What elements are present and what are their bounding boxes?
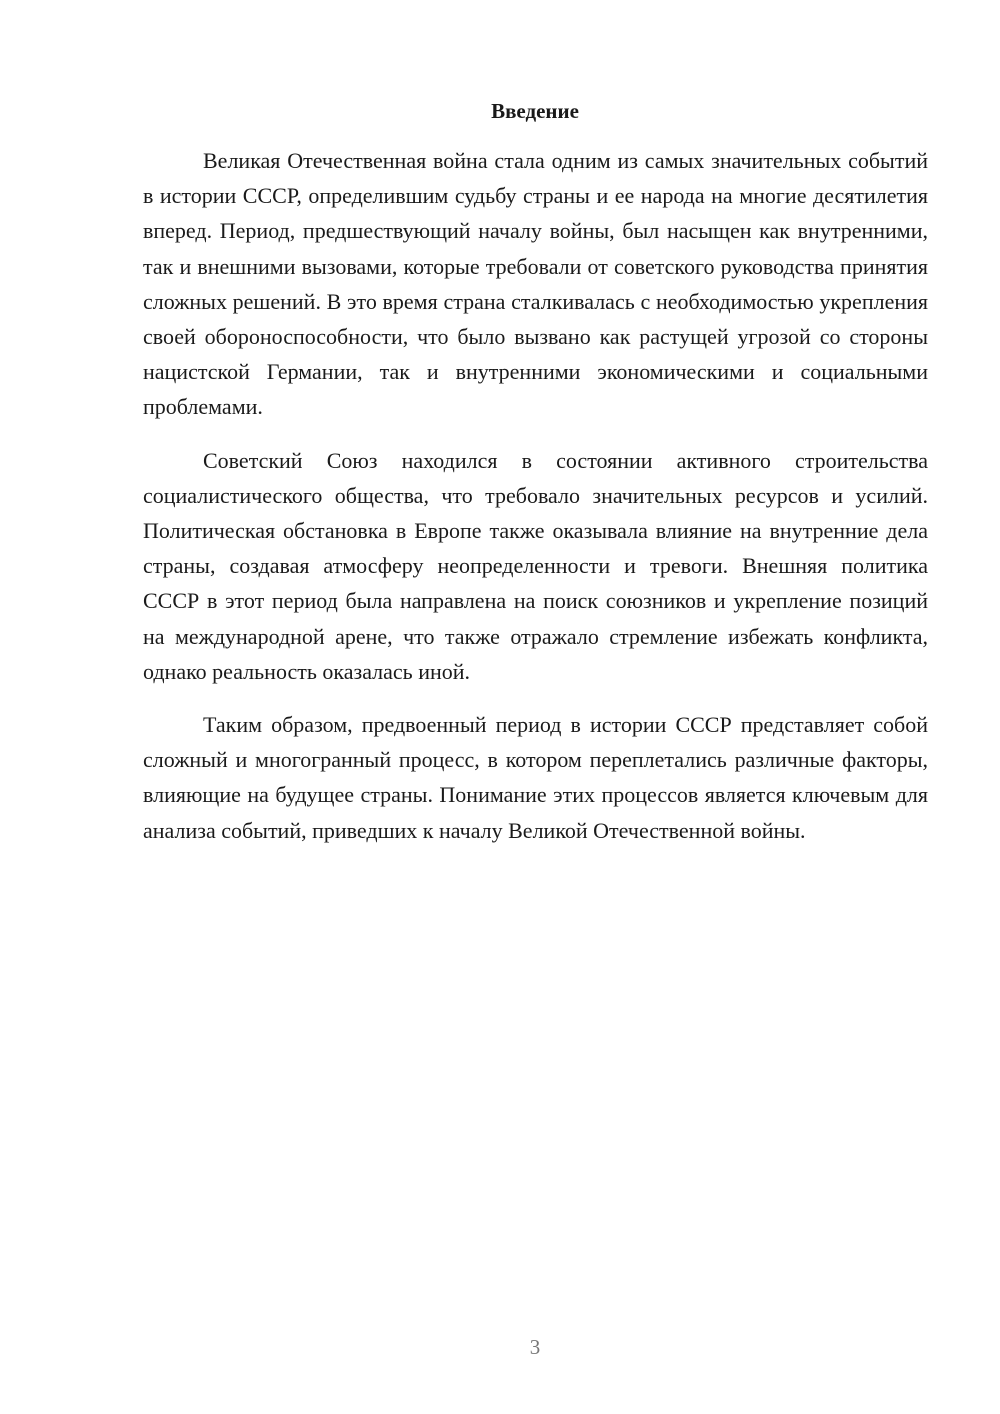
page-number: 3 bbox=[529, 1335, 541, 1359]
body-text bbox=[143, 143, 928, 866]
paragraph-2: Советский Союз находился в состоянии активного строительства социалистического общества, что требовало значительных ресурсов и усилий. Политическая обстановка в Европе также оказывала влияние на внутренние дела страны, создавая атмосферу неопределенности и тревоги. Внешняя политика СССР в этот период была направлена на поиск союзников и укрепление позиций на международной арене, что также отражало стремление избежать конфликта, однако реальность оказалась иной. bbox=[143, 447, 928, 684]
paragraph-3: Таким образом, предвоенный период в истории СССР представляет собой сложный и многогранный процесс, в котором переплетались различные факторы, влияющие на будущее страны. Понимание этих процессов является ключевым для анализа событий, приведших к началу Великой Отечественной войны. bbox=[143, 712, 928, 843]
page-title: Введение bbox=[491, 99, 579, 123]
paragraph-1: Великая Отечественная война стала одним из самых значительных событий в истории СССР, определившим судьбу страны и ее народа на многие десятилетия вперед. Период, предшествующий началу войны, был насыщен как внутренними, так и внешними вызовами, которые требовали от советского руководства принятия сложных решений. В это время страна сталкивалась с необходимостью укрепления своей обороноспособности, что было вызвано как растущей угрозой со стороны нацистской Германии, так и внутренними экономическими и социальными проблемами. bbox=[143, 148, 928, 420]
